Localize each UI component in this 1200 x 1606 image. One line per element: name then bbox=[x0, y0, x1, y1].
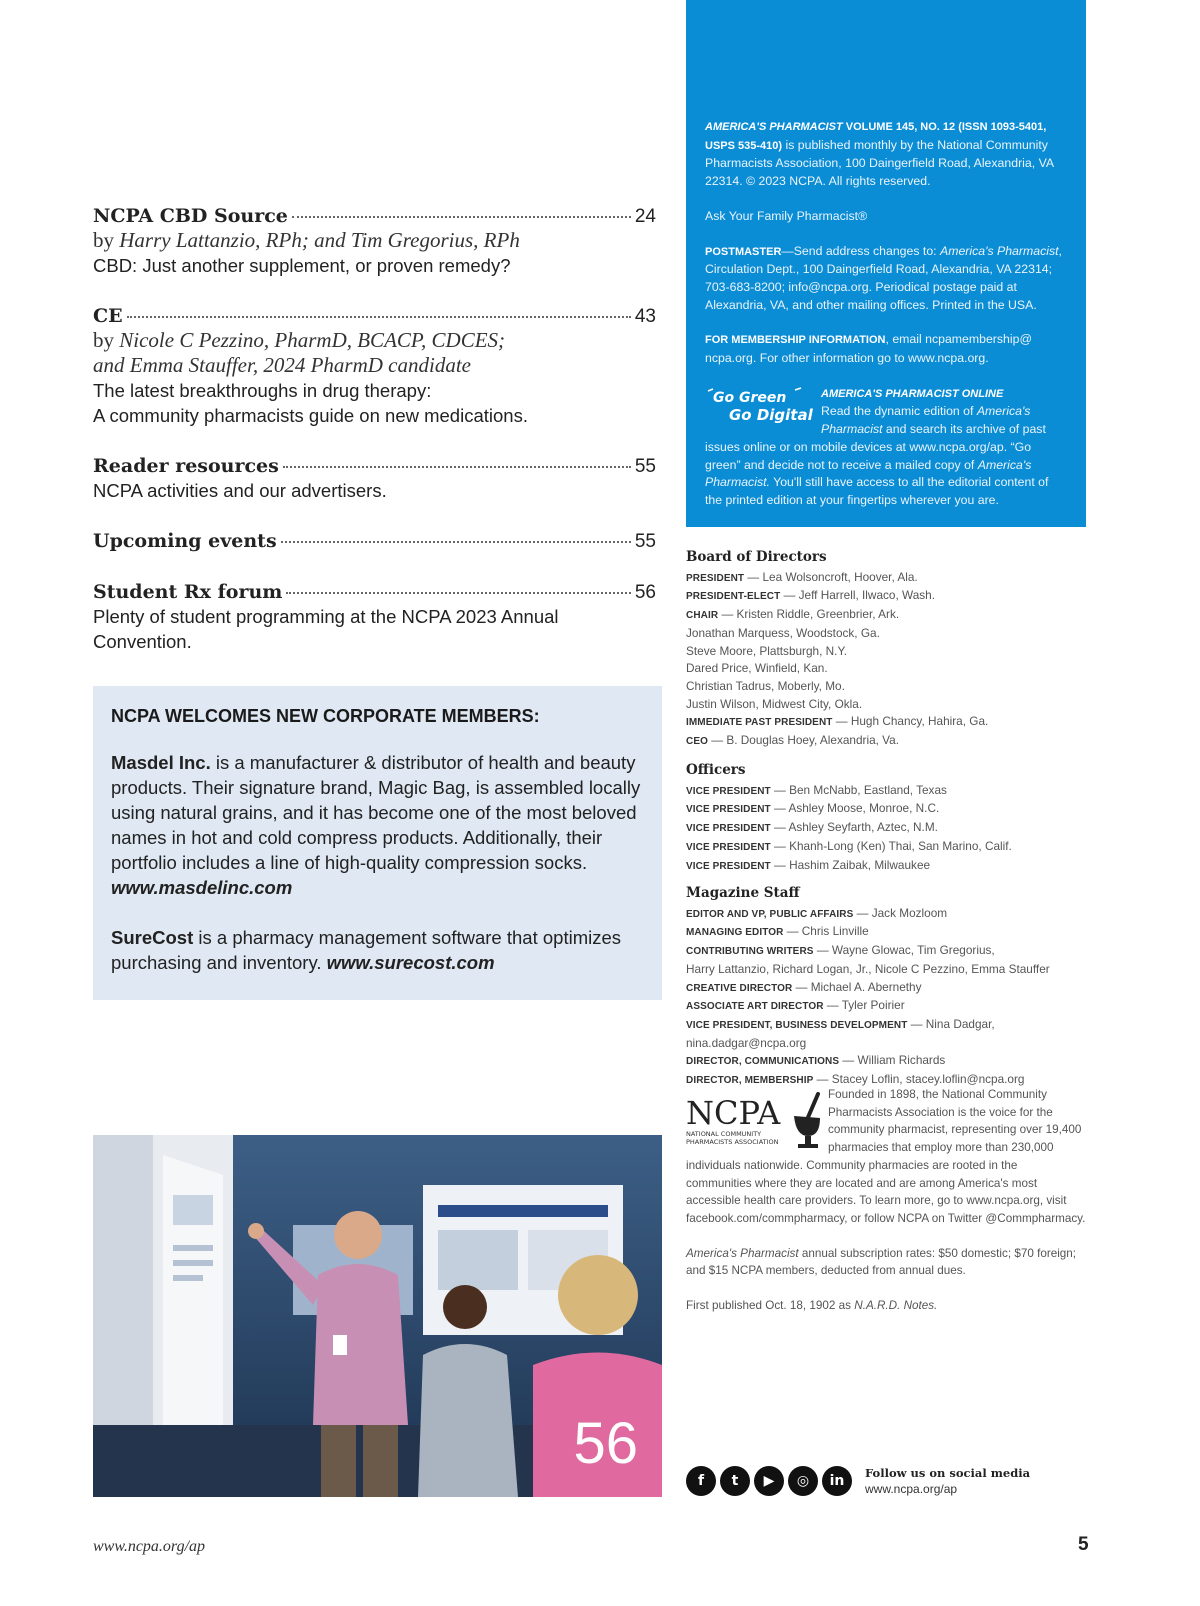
board-line bbox=[686, 587, 1086, 606]
person-text: — Lea Wolsoncroft, Hoover, Ala. bbox=[744, 569, 918, 584]
youtube-icon[interactable]: ▶ bbox=[754, 1466, 784, 1496]
social-media bbox=[686, 1466, 1086, 1502]
person-text: — William Richards bbox=[839, 1053, 946, 1068]
svg-text:NATIONAL COMMUNITY: NATIONAL COMMUNITY bbox=[686, 1130, 762, 1138]
role-label: PRESIDENT bbox=[686, 572, 745, 584]
corporate-heading: NCPA WELCOMES NEW CORPORATE MEMBERS: bbox=[111, 706, 540, 726]
postmaster-info: POSTMASTER—Send address changes to: America's Pharmacist, Circulation Dept., 100 Daingerfield Road, Alexandria, VA 22314; 703-683-8200; info@ncpa.org. Periodical postage paid at Alexandria, VA, and other mailing offices. Printed in the USA. bbox=[705, 243, 1062, 312]
magazine-staff bbox=[686, 885, 1086, 1090]
first-published-text: First published Oct. 18, 1902 as N.A.R.D. Notes. bbox=[686, 1299, 938, 1313]
officers bbox=[686, 762, 1086, 875]
person-text: Jonathan Marquess, Woodstock, Ga. bbox=[686, 625, 880, 640]
staff-line bbox=[686, 1016, 1086, 1035]
staff-line bbox=[686, 961, 1086, 979]
role-label: VICE PRESIDENT bbox=[686, 804, 771, 816]
board-line bbox=[686, 606, 1086, 625]
person-text: Justin Wilson, Midwest City, Okla. bbox=[686, 696, 863, 711]
role-label: DIRECTOR, MEMBERSHIP bbox=[686, 1075, 814, 1087]
board-line bbox=[686, 696, 1086, 714]
officer-line bbox=[686, 857, 1086, 876]
footer-url[interactable]: www.ncpa.org/ap bbox=[93, 1538, 206, 1555]
board-heading: Board of Directors bbox=[686, 549, 827, 565]
role-label: EDITOR AND VP, PUBLIC AFFAIRS bbox=[686, 908, 854, 920]
person-text: — Hashim Zaibak, Milwaukee bbox=[770, 857, 931, 872]
person-text: — Michael A. Abernethy bbox=[792, 979, 922, 994]
instagram-icon[interactable]: ◎ bbox=[788, 1466, 818, 1496]
staff-line bbox=[686, 923, 1086, 942]
toc-entry-cbd[interactable] bbox=[93, 205, 656, 278]
leader-dots bbox=[292, 216, 631, 218]
toc-desc: Plenty of student programming at the NCPA 2023 Annual bbox=[93, 606, 559, 627]
officer-line bbox=[686, 838, 1086, 857]
board-of-directors bbox=[686, 549, 1086, 751]
toc-page: 24 bbox=[634, 206, 656, 227]
role-label: CHAIR bbox=[686, 610, 719, 622]
person-text: — Hugh Chancy, Hahira, Ga. bbox=[832, 714, 989, 729]
person-text: Harry Lattanzio, Richard Logan, Jr., Nicole C Pezzino, Emma Stauffer bbox=[686, 961, 1050, 976]
board-line bbox=[686, 643, 1086, 661]
toc-title[interactable]: Student Rx forum bbox=[93, 581, 283, 603]
board-line bbox=[686, 678, 1086, 696]
surecost-link[interactable]: www.surecost.com bbox=[326, 952, 495, 973]
person-text: nina.dadgar@ncpa.org bbox=[686, 1035, 807, 1050]
corporate-members-box bbox=[93, 686, 662, 1000]
person-text: — Jack Mozloom bbox=[853, 905, 948, 920]
person-text: — Tyler Poirier bbox=[823, 998, 905, 1013]
person-text: — Ashley Moose, Monroe, N.C. bbox=[770, 801, 940, 816]
toc-entry-ce[interactable] bbox=[93, 305, 656, 428]
role-label: MANAGING EDITOR bbox=[686, 927, 784, 939]
person-text: Christian Tadrus, Moberly, Mo. bbox=[686, 678, 845, 693]
role-label: IMMEDIATE PAST PRESIDENT bbox=[686, 717, 833, 729]
toc-title[interactable]: CE bbox=[93, 305, 123, 327]
role-label: CONTRIBUTING WRITERS bbox=[686, 946, 814, 958]
toc-entry-reader-resources[interactable] bbox=[93, 455, 656, 503]
toc-desc: NCPA activities and our advertisers. bbox=[93, 480, 387, 501]
person-text: — Chris Linville bbox=[783, 924, 869, 939]
toc-title[interactable]: Upcoming events bbox=[93, 530, 277, 552]
officer-line bbox=[686, 800, 1086, 819]
person-text: — Wayne Glowac, Tim Gregorius, bbox=[813, 943, 995, 958]
masdel-paragraph: Masdel Inc. is a manufacturer & distributor of health and beauty products. Their signature brand, Magic Bag, is assembled locally using natural grains, and it has become one of the most beloved names in hot and cold compress products. Additionally, their portfolio includes a line of high-quality compression socks. www.masdelinc.com bbox=[111, 752, 641, 898]
leader-dots bbox=[281, 541, 631, 543]
role-label: CREATIVE DIRECTOR bbox=[686, 982, 793, 994]
go-green-logo bbox=[705, 387, 815, 423]
staff-line bbox=[686, 942, 1086, 961]
board-line bbox=[686, 732, 1086, 751]
photo-page-number: 56 bbox=[573, 1411, 638, 1476]
toc-title[interactable]: Reader resources bbox=[93, 455, 279, 477]
online-info: Go Green Go Digital AMERICA'S PHARMACIST ONLINE Read the dynamic edition of America's Pharmacist and search its archive of past issues online or on mobile devices at www.ncpa.org/ap. “Go green” and decide not to receive a mailed copy of America's Pharmacist. You'll still have access to all the editorial content of the printed edition at your fingertips wherever you are. bbox=[705, 387, 1049, 507]
masdel-link[interactable]: www.masdelinc.com bbox=[111, 877, 293, 898]
linkedin-icon[interactable]: in bbox=[822, 1466, 852, 1496]
person-text: — Stacey Loflin, stacey.loflin@ncpa.org bbox=[813, 1072, 1025, 1087]
staff-line bbox=[686, 1035, 1086, 1053]
staff-line bbox=[686, 905, 1086, 924]
officer-line bbox=[686, 782, 1086, 801]
board-line bbox=[686, 660, 1086, 678]
subscription-text: America's Pharmacist annual subscription rates: $50 domestic; $70 foreign; and $15 NCPA members, deducted from annual dues. bbox=[686, 1246, 1077, 1278]
toc-page: 55 bbox=[634, 531, 656, 552]
convention-photo bbox=[93, 1135, 662, 1497]
svg-text:NCPA: NCPA bbox=[686, 1094, 781, 1132]
about-ncpa bbox=[686, 1086, 1086, 1332]
staff-line bbox=[686, 1052, 1086, 1071]
leader-dots bbox=[283, 466, 631, 468]
role-label: DIRECTOR, COMMUNICATIONS bbox=[686, 1056, 840, 1068]
toc-desc: A community pharmacists guide on new medications. bbox=[93, 405, 528, 426]
social-url[interactable]: www.ncpa.org/ap bbox=[865, 1482, 958, 1496]
about-text: Founded in 1898, the National Community Pharmacists Association is the voice for the community pharmacist, representing over 19,400 pharmacies that employ more than 230,000 individuals nationwide. Community pharmacies are rooted in the communities where they are located and are among America's most accessible health care providers. To learn more, go to www.ncpa.org, visit facebook.com/commpharmacy, or follow NCPA on Twitter @Commpharmacy. bbox=[686, 1088, 1086, 1225]
footer-page-number: 5 bbox=[1078, 1534, 1089, 1555]
leader-dots bbox=[286, 592, 630, 594]
surecost-paragraph: SureCost is a pharmacy management software that optimizes purchasing and inventory. www.surecost.com bbox=[111, 927, 621, 973]
officer-line bbox=[686, 819, 1086, 838]
svg-text:Go Digital: Go Digital bbox=[729, 405, 813, 423]
toc-byline: by Nicole C Pezzino, PharmD, BCACP, CDCES; bbox=[93, 328, 506, 352]
facebook-icon[interactable]: f bbox=[686, 1466, 716, 1496]
ncpa-logo bbox=[686, 1086, 824, 1152]
toc-page: 56 bbox=[634, 582, 656, 603]
role-label: VICE PRESIDENT bbox=[686, 823, 771, 835]
role-label: VICE PRESIDENT bbox=[686, 785, 771, 797]
toc-desc: CBD: Just another supplement, or proven remedy? bbox=[93, 255, 511, 276]
social-label: Follow us on social media bbox=[865, 1466, 1031, 1480]
person-text: — Ben McNabb, Eastland, Texas bbox=[770, 782, 947, 797]
officers-heading: Officers bbox=[686, 762, 746, 778]
svg-text:PHARMACISTS ASSOCIATION: PHARMACISTS ASSOCIATION bbox=[686, 1138, 779, 1146]
board-line bbox=[686, 625, 1086, 643]
role-label: VICE PRESIDENT bbox=[686, 841, 771, 853]
role-label: ASSOCIATE ART DIRECTOR bbox=[686, 1001, 824, 1013]
staff-line bbox=[686, 979, 1086, 998]
toc-byline: and Emma Stauffer, 2024 PharmD candidate bbox=[93, 353, 471, 377]
toc-desc: The latest breakthroughs in drug therapy: bbox=[93, 380, 432, 401]
person-text: — Khanh-Long (Ken) Thai, San Marino, Calif. bbox=[770, 838, 1012, 853]
board-line bbox=[686, 713, 1086, 732]
person-text: — Kristen Riddle, Greenbrier, Ark. bbox=[718, 607, 900, 622]
ask-pharmacist: Ask Your Family Pharmacist® bbox=[705, 208, 868, 223]
role-label: VICE PRESIDENT, BUSINESS DEVELOPMENT bbox=[686, 1019, 908, 1031]
toc-byline: by Harry Lattanzio, RPh; and Tim Gregorius, RPh bbox=[93, 228, 520, 252]
person-text: — B. Douglas Hoey, Alexandria, Va. bbox=[707, 733, 900, 748]
leader-dots bbox=[127, 316, 631, 318]
toc-page: 43 bbox=[634, 306, 656, 327]
role-label: VICE PRESIDENT bbox=[686, 860, 771, 872]
toc-title[interactable]: NCPA CBD Source bbox=[93, 205, 288, 227]
person-text: — Ashley Seyfarth, Aztec, N.M. bbox=[770, 820, 938, 835]
toc-entry-student-rx[interactable] bbox=[93, 581, 656, 654]
toc-entry-upcoming-events[interactable] bbox=[93, 530, 656, 553]
toc-desc: Convention. bbox=[93, 631, 192, 652]
toc-page: 55 bbox=[634, 456, 656, 477]
person-text: — Jeff Harrell, Ilwaco, Wash. bbox=[780, 588, 936, 603]
person-text: Dared Price, Winfield, Kan. bbox=[686, 661, 828, 676]
svg-text:Go Green: Go Green bbox=[713, 389, 787, 406]
staff-heading: Magazine Staff bbox=[686, 885, 800, 901]
role-label: CEO bbox=[686, 736, 708, 748]
membership-info: FOR MEMBERSHIP INFORMATION, email ncpamembership@ ncpa.org. For other information go to www.ncpa.org. bbox=[705, 332, 1032, 366]
person-text: — Nina Dadgar, bbox=[907, 1016, 995, 1031]
masthead-box bbox=[686, 0, 1086, 527]
publication-info: AMERICA'S PHARMACIST VOLUME 145, NO. 12 (ISSN 1093-5401, USPS 535-410) is published monthly by the National Community Pharmacists Association, 100 Daingerfield Road, Alexandria, VA 22314. © 2023 NCPA. All rights reserved. bbox=[705, 121, 1054, 189]
board-line bbox=[686, 569, 1086, 588]
twitter-icon[interactable]: t bbox=[720, 1466, 750, 1496]
role-label: PRESIDENT-ELECT bbox=[686, 591, 781, 603]
staff-line bbox=[686, 997, 1086, 1016]
person-text: Steve Moore, Plattsburgh, N.Y. bbox=[686, 643, 848, 658]
